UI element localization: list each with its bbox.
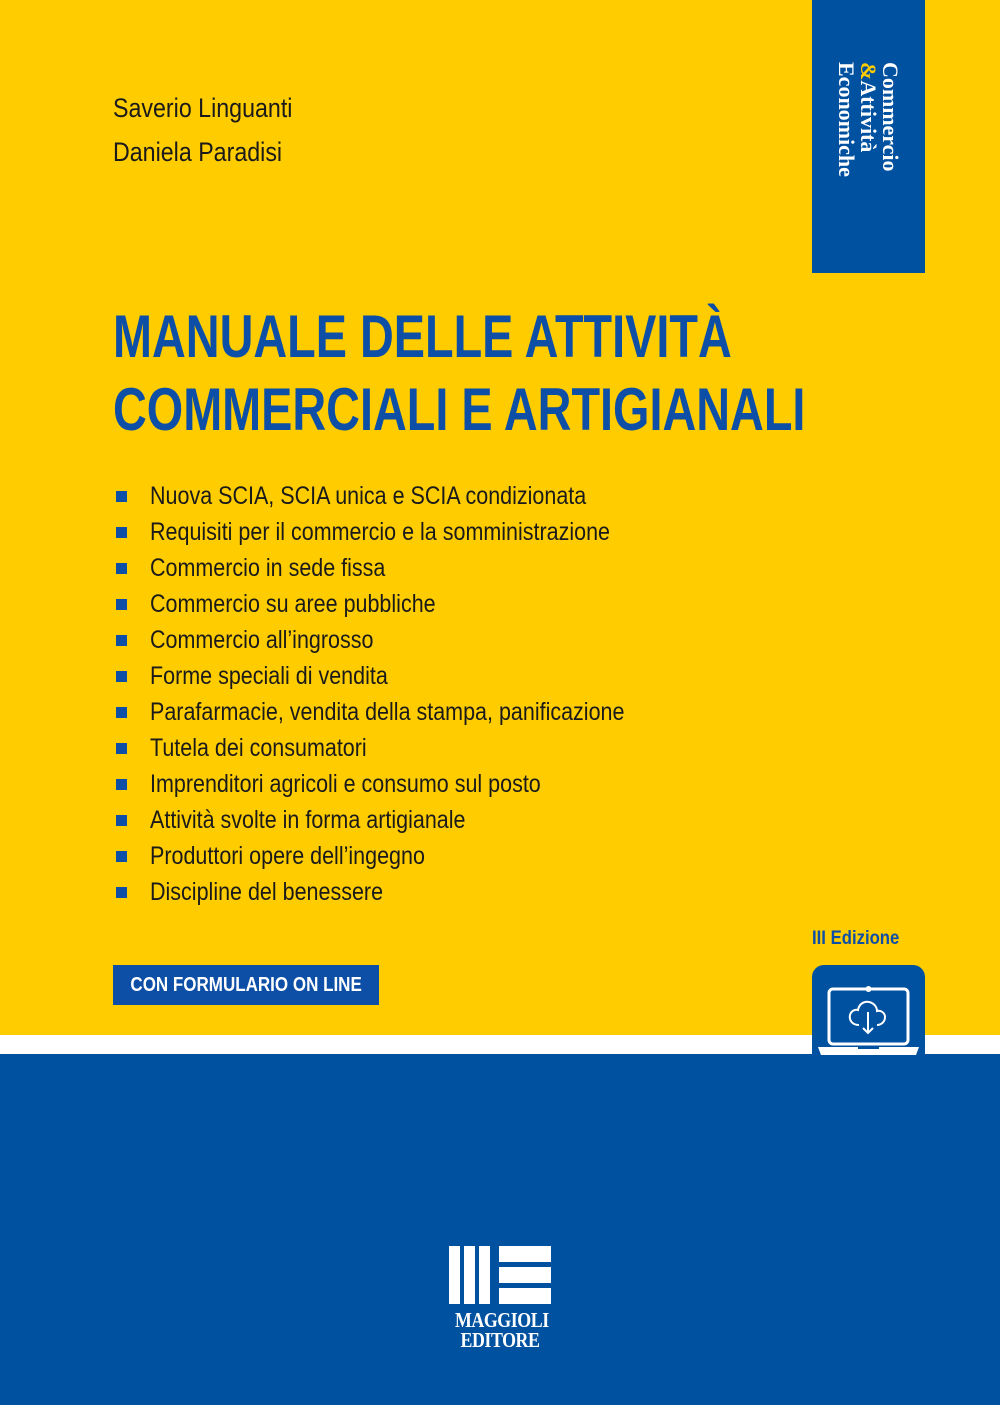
- maggioli-logo-icon: [449, 1246, 551, 1304]
- author-name: Saverio Linguanti: [113, 93, 293, 123]
- series-line-3: Economiche: [834, 62, 860, 177]
- list-item: Attività svolte in forma artigianale: [116, 802, 702, 838]
- series-line-1: Commercio: [878, 62, 904, 172]
- square-bullet-icon: [116, 527, 127, 538]
- square-bullet-icon: [116, 851, 127, 862]
- publisher-name: MAGGIOLI EDITORE: [454, 1308, 549, 1352]
- edition-label: III Edizione: [812, 928, 900, 949]
- square-bullet-icon: [116, 707, 127, 718]
- list-item: Requisiti per il commercio e la somministrazione: [116, 514, 702, 550]
- square-bullet-icon: [116, 635, 127, 646]
- square-bullet-icon: [116, 599, 127, 610]
- cover-bottom-blue: [0, 1054, 1000, 1405]
- list-item: Discipline del benessere: [116, 874, 702, 910]
- list-item: Parafarmacie, vendita della stampa, panificazione: [116, 694, 702, 730]
- author-name: Daniela Paradisi: [113, 137, 283, 167]
- title-line-2: COMMERCIALI E ARTIGIANALI: [113, 376, 806, 443]
- list-item: Forme speciali di vendita: [116, 658, 702, 694]
- list-item: Produttori opere dell’ingegno: [116, 838, 702, 874]
- square-bullet-icon: [116, 779, 127, 790]
- square-bullet-icon: [116, 743, 127, 754]
- square-bullet-icon: [116, 563, 127, 574]
- series-tab: [812, 0, 925, 273]
- list-item: Commercio in sede fissa: [116, 550, 702, 586]
- topics-list: [116, 478, 702, 910]
- laptop-cloud-download-icon: [812, 965, 925, 1055]
- authors: [113, 86, 322, 174]
- series-label: [812, 0, 925, 273]
- list-item: Imprenditori agricoli e consumo sul posto: [116, 766, 702, 802]
- square-bullet-icon: [116, 491, 127, 502]
- book-title: [113, 300, 805, 446]
- square-bullet-icon: [116, 887, 127, 898]
- online-forms-label: CON FORMULARIO ON LINE: [130, 973, 362, 996]
- square-bullet-icon: [116, 815, 127, 826]
- list-item: Commercio su aree pubbliche: [116, 586, 702, 622]
- series-ampersand: &: [856, 62, 882, 81]
- list-item: Tutela dei consumatori: [116, 730, 702, 766]
- online-resources-tab: [812, 965, 925, 1055]
- list-item: Nuova SCIA, SCIA unica e SCIA condizionata: [116, 478, 702, 514]
- series-line-2: Attività: [856, 80, 882, 153]
- publisher-logo: [447, 1246, 553, 1350]
- list-item: Commercio all’ingrosso: [116, 622, 702, 658]
- square-bullet-icon: [116, 671, 127, 682]
- online-forms-badge: [113, 965, 379, 1005]
- title-line-1: MANUALE DELLE ATTIVITÀ: [113, 303, 732, 370]
